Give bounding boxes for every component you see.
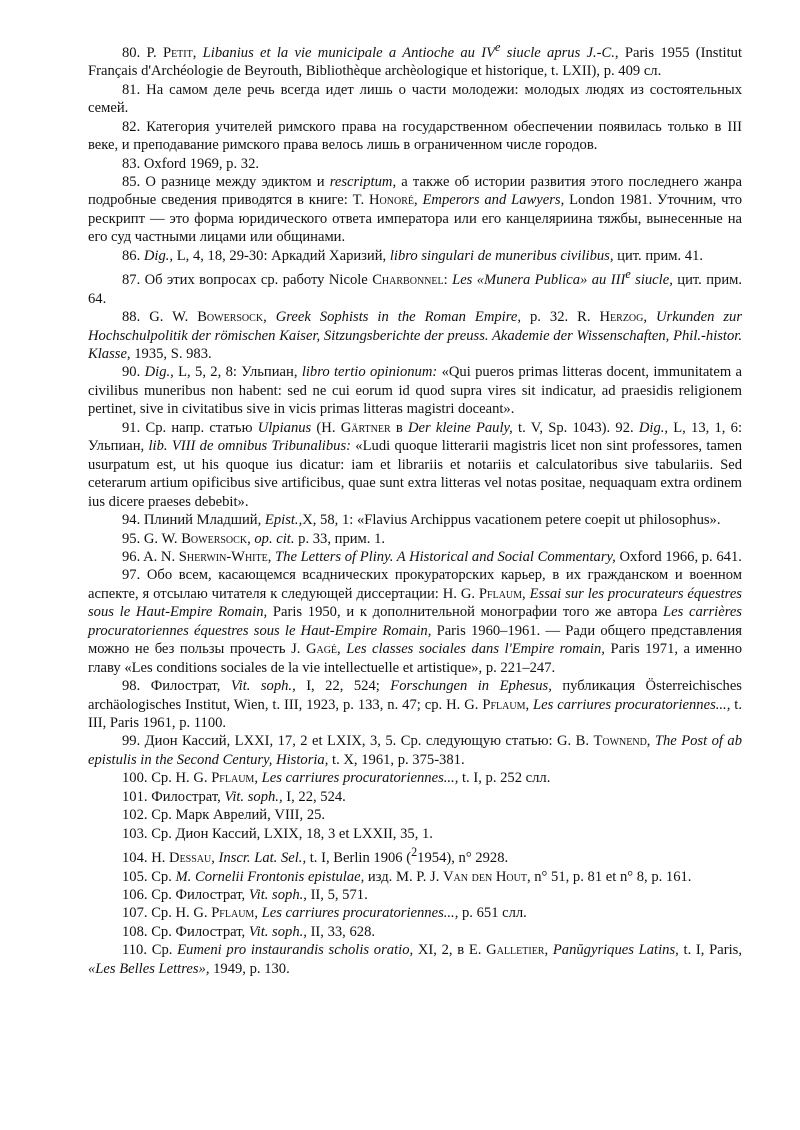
footnote-text: L, 4, 18, 29-30: Аркадий Харизий, [173, 247, 390, 264]
footnote-text: в [390, 419, 408, 436]
footnote-text: , Paris 1955 (Institut Français d'Archéologie de Beyrouth, Bibliothèque archèologique et historique, t. LXII), p. 409 сл. [88, 44, 742, 80]
footnote-text: Pflaum [211, 770, 255, 787]
footnote-text: Essai sur les procurateurs équestres sous le Haut-Empire Romain, [88, 585, 742, 621]
footnote-text: Epist., [264, 512, 303, 529]
footnote-text: , [263, 309, 276, 326]
footnote-text: публикация Österreichisches archäologisches Institut, Wien, t. III, 1923, p. 133, n. 47; ср. H. G. [88, 678, 742, 713]
footnote-text: 104. H. [122, 850, 170, 867]
footnote-text: Vit. soph., [248, 886, 307, 903]
footnote-96 [88, 548, 742, 566]
footnote-text: Les carriures procuratoriennes..., [261, 905, 459, 922]
footnote-91 [88, 419, 742, 511]
footnote-text: Pflaum [478, 585, 523, 602]
footnote-text: Townend [593, 733, 647, 750]
footnote-text: , [192, 44, 203, 61]
footnote-text: Les carrières procuratoriennes équestres sous le Haut-Empire Romain, [88, 604, 742, 639]
footnote-text: 101. Филострат, [122, 788, 225, 805]
footnote-text: 100. Ср. H. G. [122, 770, 212, 787]
footnote-97 [88, 566, 742, 677]
footnote-text: Pflaum [482, 696, 526, 713]
footnote-text: Oxford 1966, p. 641. [615, 548, 742, 565]
footnote-text: 91. Ср. напр. статью [122, 419, 258, 436]
footnote-text: 99. Дион Кассий, LXXI, 17, 2 et LXIX, 3, 5. Ср. следующую статью: G. B. [122, 733, 594, 750]
footnote-87 [88, 265, 742, 308]
footnote-text: Der kleine Pauly, [407, 419, 513, 436]
footnote-text: Paris 1971, а именно главу «Les conditions sociales de la vie intellectuelle et artistique», p. 221–247. [88, 641, 742, 676]
footnote-text: X, 58, 1: «Flavius Archippus vacationem petere coepit ut philosophus». [302, 512, 721, 529]
footnote-text: 110. Ср. [122, 942, 178, 959]
footnote-text: «Qui pueros primas litteras docent, immunitatem a civilibus muneribus non habent: sed ne cui eorum id quod supra vires sit indicatur, ad praesidis religionem pertinet, sive in civitatibus sive in vicis primas litteras magistri doceant». [88, 364, 743, 418]
footnote-text: «Ludi quoque litterarii magistris licet non sint professores, tamen usurpatum est, ut his quoque ius dicatur: iam et librariis et notariis et calculatoribus sive tabulariis. Sed ceterarum artium opificibus sive artificibus, quae sunt extra litteras vel notas positae, nequaquam extra ordinem ius dicere praeses debebit». [88, 438, 742, 510]
footnote-text: Charbonnel [372, 272, 444, 289]
footnote-text: siucle aprus J.-C. [500, 44, 615, 61]
footnote-text: Sherwin-White [178, 548, 268, 565]
footnote-text: 1949, p. 130. [209, 960, 290, 977]
footnote-text: libro singulari de muneribus civilibus, [389, 247, 614, 264]
footnote-text: t. I, Berlin 1906 ( [306, 850, 412, 867]
footnote-text: 83. Oxford 1969, p. 32. [122, 155, 260, 172]
footnote-text: Vit. soph., [224, 788, 283, 805]
footnote-text: rescriptum [329, 174, 393, 191]
footnote-text: Pflaum [211, 905, 255, 922]
footnotes-list [88, 38, 742, 978]
footnote-86 [88, 247, 742, 265]
footnote-text: II, 5, 571. [306, 886, 368, 903]
footnote-98 [88, 677, 742, 732]
footnote-text: изд. M. P. J. [364, 868, 444, 885]
footnote-text: Gärtner [340, 419, 391, 436]
footnote-text: t. III, Paris 1961, p. 1100. [88, 696, 742, 732]
footnote-text: p. 32. R. [520, 309, 600, 326]
footnote-text: Van den Hout [443, 868, 527, 885]
footnote-80 [88, 38, 742, 81]
footnote-text: Panŭgyriques Latins, [552, 942, 679, 959]
footnote-text: 80. P. [122, 44, 163, 61]
footnote-text: op. cit. [254, 530, 295, 547]
footnote-text: L, 5, 2, 8: Ульпиан, [173, 364, 302, 381]
footnote-text: 94. Плиний Младший, [122, 512, 265, 529]
footnote-103 [88, 825, 742, 843]
footnote-text: 97. Обо всем, касающемся всаднических прокураторских карьер, в их гражданском и военном аспекте, я отсылаю читателя к следующей диссертации: H. G. [88, 567, 742, 602]
footnote-text: Libanius et la vie municipale a Antioche au IV [202, 44, 496, 61]
footnote-text: Petit [162, 44, 193, 61]
footnote-text: Ulpianus [257, 419, 312, 436]
footnote-text: siucle, [630, 272, 673, 289]
footnote-text: Dig., [143, 247, 174, 264]
footnote-90 [88, 363, 742, 418]
footnote-text: 106. Ср. Филострат, [122, 886, 249, 903]
footnote-text: 95. G. W. [122, 530, 182, 547]
footnote-text: XI, 2, в E. [413, 942, 487, 959]
footnote-text: Herzog [599, 309, 644, 326]
footnote-text: 1935, S. 983. [130, 345, 212, 362]
footnote-108 [88, 923, 742, 941]
footnote-text: p. 33, прим. 1. [294, 530, 386, 547]
footnote-text: I, 22, 524. [282, 788, 346, 805]
footnote-text: I, 22, 524; [295, 678, 391, 695]
footnote-text: Urkunden zur Hochschulpolitik der römischen Kaiser, Sitzungsberichte der preuss. Akademie der Wissenschaften, Phil.-histor. Klasse, [88, 309, 743, 362]
footnote-text: 105. Ср. [122, 868, 176, 885]
footnote-text: 2 [411, 845, 418, 860]
footnote-text: , [544, 942, 553, 959]
footnote-text: L, 13, 1, 6: Ульпиан, [88, 419, 742, 455]
footnote-101 [88, 788, 742, 806]
footnote-text: , [414, 192, 423, 209]
footnote-text: 107. Ср. H. G. [122, 905, 212, 922]
footnote-text: 98. Филострат, [122, 678, 231, 695]
footnote-text: 96. A. N. [122, 548, 179, 565]
footnote-text: Dig., [144, 364, 174, 381]
footnote-100 [88, 769, 742, 787]
footnote-text: Forschungen in Ephesus, [390, 678, 552, 695]
footnote-text: 82. Категория учителей римского права на государственном обеспечении появилась только в III веке, и преподавание римского права велось лишь в ограниченном числе городов. [88, 118, 742, 154]
footnote-text: , а также об истории развития этого последнего жанра подробные сведения приводятся в книге: T. [88, 174, 743, 209]
footnote-text: Bowersock [181, 530, 248, 547]
footnote-text: Gagé [305, 641, 338, 658]
footnote-text: , [522, 585, 530, 602]
footnote-text: Emperors and Lawyers, [422, 192, 565, 209]
footnote-text: , [211, 850, 219, 867]
footnote-text: t. X, 1961, p. 375-381. [328, 751, 465, 768]
footnote-text: , [525, 696, 534, 713]
footnote-text: (H. [311, 419, 341, 436]
footnote-text: e [495, 40, 501, 54]
footnote-text: , [247, 530, 255, 547]
footnote-text: 90. [122, 364, 145, 381]
footnote-95 [88, 530, 742, 548]
footnote-text: p. 651 слл. [458, 905, 527, 922]
footnote-text: , [646, 733, 655, 750]
footnote-88 [88, 308, 742, 363]
footnote-text: , n° 51, p. 81 et n° 8, p. 161. [526, 868, 692, 885]
footnote-text: t. I, Paris, [678, 942, 742, 959]
footnote-text: 85. О разнице между эдиктом и [122, 174, 330, 191]
footnote-text: Honoré [369, 192, 414, 209]
footnote-text: 86. [122, 247, 144, 264]
footnote-text: Dig., [638, 419, 669, 436]
footnote-text: Inscr. Lat. Sel., [218, 850, 307, 867]
footnote-85 [88, 173, 742, 247]
footnote-81 [88, 81, 742, 118]
footnote-text: «Les Belles Lettres», [88, 960, 210, 977]
footnote-text: M. Cornelii Frontonis epistulae, [175, 868, 365, 885]
footnote-text: , [254, 770, 262, 787]
footnote-102 [88, 806, 742, 824]
footnote-105 [88, 868, 742, 886]
footnote-text: e [625, 267, 631, 282]
footnote-110 [88, 941, 742, 978]
footnote-text: libro tertio opinionum: [301, 364, 438, 381]
footnote-text: Les «Munera Publica» au III [452, 272, 626, 289]
footnote-text: Vit. soph., [230, 678, 296, 695]
footnote-text: Les classes sociales dans l'Empire romain, [346, 641, 605, 658]
footnote-text: Eumeni pro instaurandis scholis oratio, [177, 942, 414, 959]
footnote-text: lib. VIII de omnibus Tribunalibus: [148, 438, 351, 455]
footnote-text: 81. На самом деле речь всегда идет лишь о части молодежи: молодых людях из состоятельных семей. [88, 81, 742, 117]
footnote-text: 88. G. W. [122, 309, 198, 326]
footnote-text: Paris 1960–1961. — Ради общего представления можно не без пользы прочесть J. [88, 622, 743, 658]
footnote-text: , [267, 548, 276, 565]
footnote-text: Bowersock [197, 309, 264, 326]
footnote-text: 1954), n° 2928. [417, 850, 509, 867]
footnote-text: Dessau [169, 850, 212, 867]
footnote-text: , [254, 905, 262, 922]
footnote-text: 87. Об этих вопросах ср. работу Nicole [122, 272, 373, 289]
footnote-text: Greek Sophists in the Roman Empire, [275, 309, 521, 326]
footnote-text: , [643, 309, 657, 326]
footnote-text: Les carriures procuratoriennes..., [533, 696, 731, 713]
footnote-text: цит. прим. 64. [88, 272, 743, 307]
footnote-text: Paris 1950, и к дополнительной монографии того же автора [267, 604, 664, 621]
footnote-text: The Post of ab epistulis in the Second Century, Historia, [88, 733, 742, 768]
footnote-107 [88, 904, 742, 922]
footnote-text: : [443, 272, 453, 289]
footnote-text: 102. Ср. Марк Аврелий, VIII, 25. [122, 807, 326, 824]
footnote-99 [88, 732, 742, 769]
footnote-text: The Letters of Pliny. A Historical and Social Commentary, [275, 548, 616, 565]
footnote-text: London 1981. Уточним, что рескрипт — это форма юридического ответа императора или его канцеляриина тяжбы, вынесенные на его суд частными лицами или общинами. [88, 192, 742, 246]
footnote-text: цит. прим. 41. [613, 247, 704, 264]
footnote-text: , [337, 641, 347, 658]
footnote-104 [88, 843, 742, 867]
footnote-text: II, 33, 628. [306, 923, 376, 940]
footnote-text: t. I, p. 252 слл. [458, 770, 551, 787]
footnote-text: Vit. soph., [248, 923, 307, 940]
footnote-text: 103. Ср. Дион Кассий, LXIX, 18, 3 et LXXII, 35, 1. [122, 825, 433, 842]
footnote-94 [88, 511, 742, 529]
footnote-text: Galletier [486, 942, 545, 959]
footnote-82 [88, 118, 742, 155]
footnote-106 [88, 886, 742, 904]
footnote-text: 108. Ср. Филострат, [122, 923, 249, 940]
footnote-text: Les carriures procuratoriennes..., [261, 770, 459, 787]
footnote-83 [88, 155, 742, 173]
footnote-text: t. V, Sp. 1043). 92. [512, 419, 639, 436]
